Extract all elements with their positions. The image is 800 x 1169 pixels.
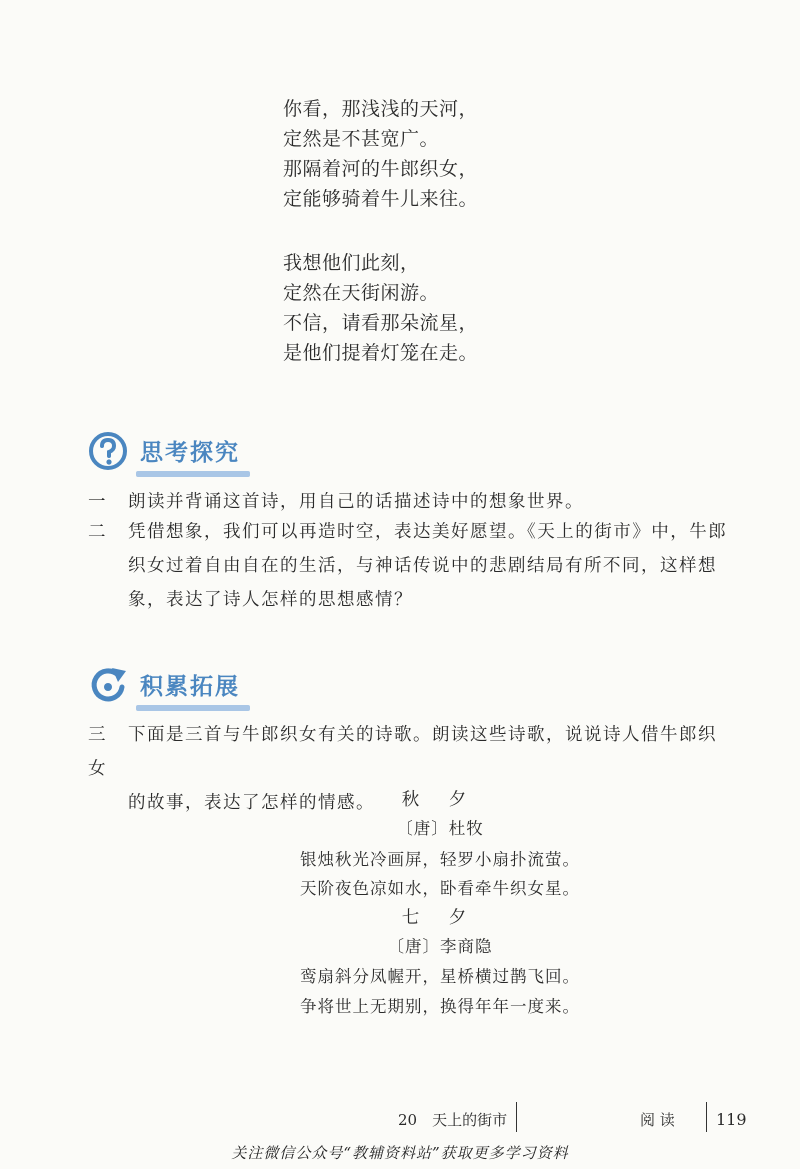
poem-line: 定然是不甚宽广。 xyxy=(283,128,440,150)
question-number: 二 xyxy=(88,522,107,542)
poem-line: 那隔着河的牛郎织女， xyxy=(283,158,479,180)
page-number: 119 xyxy=(716,1110,747,1129)
refresh-arrow-icon xyxy=(88,665,128,705)
question-text: 朗读并背诵这首诗，用自己的话描述诗中的想象世界。 xyxy=(128,492,584,512)
poem-title: 七 夕 xyxy=(401,908,479,928)
question-1 xyxy=(88,485,728,519)
lesson-label: 20 天上的街市 xyxy=(398,1111,508,1129)
footer-divider xyxy=(516,1102,517,1132)
question-text: 象，表达了诗人怎样的思想感情？ xyxy=(128,590,413,610)
poem-body xyxy=(283,94,603,368)
section-title: 积累拓展 xyxy=(136,668,244,703)
poem-verse: 争将世上无期别，换得年年一度来。 xyxy=(300,997,580,1016)
unit-label: 阅 读 xyxy=(640,1111,675,1129)
question-text: 的故事，表达了怎样的情感。 xyxy=(128,793,375,813)
question-text: 下面是三首与牛郎织女有关的诗歌。朗读这些诗歌，说说诗人借牛郎织女 xyxy=(88,725,717,779)
watermark-text: 关注微信公众号“教辅资料站”获取更多学习资料 xyxy=(231,1144,569,1162)
poem-line: 是他们提着灯笼在走。 xyxy=(283,342,479,364)
poem-line: 定然在天街闲游。 xyxy=(283,282,440,304)
poem-line: 我想他们此刻， xyxy=(283,252,420,274)
poem-verse: 银烛秋光冷画屏，轻罗小扇扑流萤。 xyxy=(300,850,580,869)
poem-line: 你看，那浅浅的天河， xyxy=(283,98,479,120)
section-heading-expand xyxy=(88,660,244,710)
question-number: 一 xyxy=(88,492,107,512)
question-number: 三 xyxy=(88,725,107,745)
poem-author: 〔唐〕杜牧 xyxy=(396,819,484,838)
poem-title: 秋 夕 xyxy=(401,790,479,810)
section-heading-think xyxy=(88,426,244,476)
section-title: 思考探究 xyxy=(136,434,244,469)
poem-verse: 鸾扇斜分凤幄开，星桥横过鹊飞回。 xyxy=(300,967,580,986)
question-text: 织女过着自由自在的生活，与神话传说中的悲剧结局有所不同，这样想 xyxy=(128,556,717,576)
poem-line: 不信，请看那朵流星， xyxy=(283,312,479,334)
question-text: 凭借想象，我们可以再造时空，表达美好愿望。《天上的街市》中，牛郎 xyxy=(128,522,728,542)
footer-divider xyxy=(706,1102,707,1132)
question-2 xyxy=(88,515,728,617)
poem-verse: 天阶夜色凉如水，卧看牵牛织女星。 xyxy=(300,879,580,898)
poem-author: 〔唐〕李商隐 xyxy=(387,937,493,956)
poem-line: 定能够骑着牛儿来往。 xyxy=(283,188,479,210)
question-mark-icon xyxy=(88,431,128,471)
